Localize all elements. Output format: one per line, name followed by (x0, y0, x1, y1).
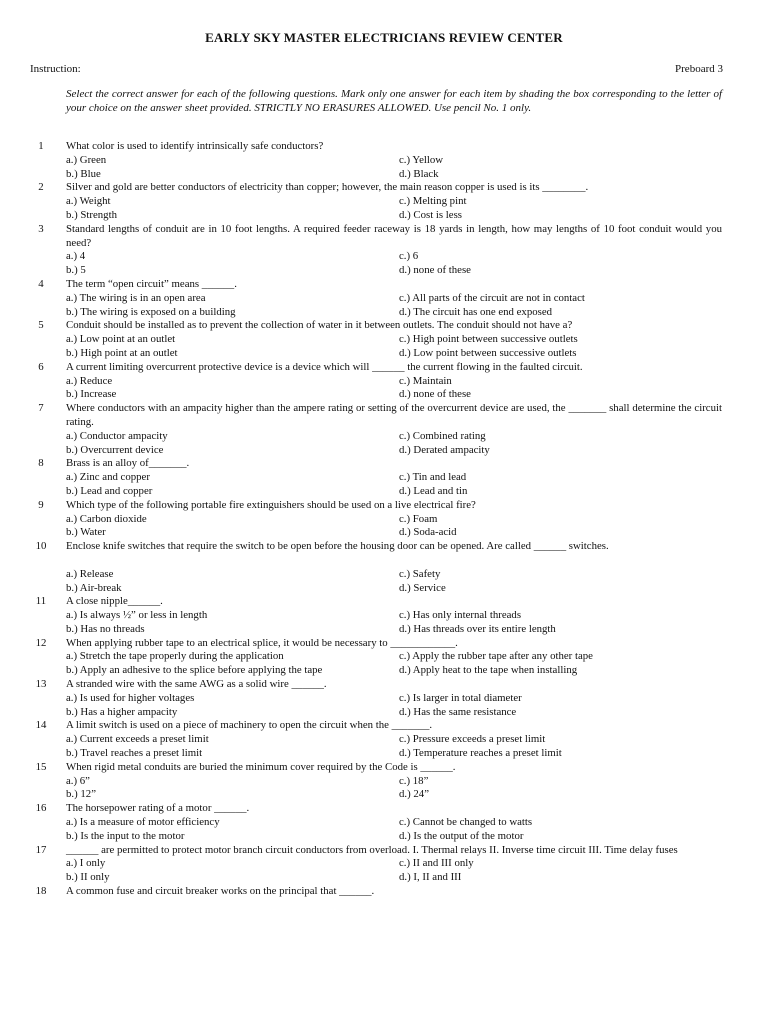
choice-c: c.) Pressure exceeds a preset limit (399, 733, 546, 746)
choice-c: c.) Cannot be changed to watts (399, 816, 533, 829)
choice-c: c.) Safety (399, 567, 441, 580)
answer-choices (0, 733, 768, 761)
choice-b: b.) Overcurrent device (66, 443, 164, 456)
choice-b: b.) Air-break (66, 581, 122, 594)
question-list (0, 140, 768, 899)
question-item (0, 802, 768, 843)
question-item (0, 499, 768, 540)
question-item (0, 885, 768, 899)
choice-a: a.) Weight (66, 195, 111, 208)
choice-a: a.) Is always ½” or less in length (66, 609, 208, 622)
question-stem (0, 223, 768, 251)
question-text: A limit switch is used on a piece of machinery to open the circuit when the _______. (66, 719, 433, 732)
question-stem (0, 361, 768, 375)
question-number: 9 (38, 498, 44, 511)
choice-d: d.) Has the same resistance (399, 705, 517, 718)
choice-c: c.) II and III only (399, 857, 474, 870)
choice-c: c.) Apply the rubber tape after any other tape (399, 650, 593, 663)
question-text: When applying rubber tape to an electrical splice, it would be necessary to ____________. (66, 636, 458, 649)
question-number: 3 (38, 222, 44, 235)
question-number: 12 (35, 636, 47, 649)
answer-choices (0, 195, 768, 223)
answer-choices (0, 375, 768, 403)
question-stem (0, 278, 768, 292)
choice-c: c.) 6 (399, 250, 419, 263)
question-text: ______ are permitted to protect motor branch circuit conductors from overload. I. Thermal relays II. Inverse time circuit III. Time delay fuses (66, 843, 678, 856)
choice-a: a.) The wiring is in an open area (66, 291, 206, 304)
question-text: What color is used to identify intrinsically safe conductors? (66, 140, 324, 152)
choice-a: a.) 4 (66, 250, 86, 263)
answer-choices (0, 154, 768, 182)
choice-b: b.) Has no threads (66, 622, 145, 635)
question-number: 14 (35, 719, 47, 732)
choice-b: b.) The wiring is exposed on a building (66, 305, 236, 318)
answer-choices (0, 333, 768, 361)
question-stem (0, 885, 768, 899)
question-stem (0, 678, 768, 692)
choice-b: b.) High point at an outlet (66, 346, 178, 359)
choice-a: a.) Green (66, 153, 107, 166)
question-item (0, 278, 768, 319)
question-text: The horsepower rating of a motor ______. (66, 802, 250, 815)
question-text: When rigid metal conduits are buried the minimum cover required by the Code is ______. (66, 760, 456, 773)
question-stem (0, 319, 768, 333)
answer-choices (0, 568, 768, 596)
question-number: 16 (35, 802, 47, 815)
answer-choices (0, 650, 768, 678)
choice-a: a.) Zinc and copper (66, 471, 150, 484)
choice-c: c.) All parts of the circuit are not in contact (399, 291, 585, 304)
choice-c: c.) Combined rating (399, 429, 486, 442)
question-number: 11 (35, 595, 47, 608)
question-item (0, 223, 768, 278)
choice-d: d.) Is the output of the motor (399, 829, 524, 842)
choice-d: d.) Cost is less (399, 208, 462, 221)
instruction-label: Instruction: (30, 63, 81, 75)
answer-choices (0, 513, 768, 541)
question-number: 18 (35, 885, 47, 898)
question-number: 10 (35, 540, 47, 553)
question-item (0, 402, 768, 457)
choice-b: b.) Has a higher ampacity (66, 705, 178, 718)
choice-c: c.) Melting pint (399, 195, 467, 208)
choice-d: d.) Black (399, 167, 439, 180)
choice-d: d.) Service (399, 581, 446, 594)
choice-b: b.) 5 (66, 264, 86, 277)
answer-choices (0, 609, 768, 637)
choice-a: a.) Reduce (66, 374, 113, 387)
choice-a: a.) Stretch the tape properly during the application (66, 650, 284, 663)
choice-b: b.) Travel reaches a preset limit (66, 747, 203, 760)
answer-choices (0, 816, 768, 844)
question-number: 15 (35, 760, 47, 773)
question-item (0, 761, 768, 802)
choice-c: c.) Foam (399, 512, 438, 525)
question-stem (0, 140, 768, 154)
choice-d: d.) Apply heat to the tape when installing (399, 664, 578, 677)
question-number: 17 (35, 843, 47, 856)
choice-c: c.) High point between successive outlets (399, 333, 578, 346)
instructions-text: Select the correct answer for each of the following questions. Mark only one answer for each item by shading the box corresponding to the letter of your choice on the answer sheet provided. STRICTLY NO ERASURES ALLOWED. Use pencil No. 1 only. (66, 88, 722, 114)
choice-d: d.) Temperature reaches a preset limit (399, 747, 562, 760)
choice-d: d.) 24” (399, 788, 429, 801)
question-number: 8 (38, 457, 44, 470)
question-item (0, 719, 768, 760)
choice-b: b.) 12” (66, 788, 96, 801)
question-number: 6 (38, 360, 44, 373)
answer-choices (0, 471, 768, 499)
question-item (0, 678, 768, 719)
choice-d: d.) Soda-acid (399, 526, 457, 539)
choice-c: c.) Tin and lead (399, 471, 467, 484)
question-text: Conduit should be installed as to prevent the collection of water in it between outlets. The conduit should not have a? (66, 319, 573, 332)
choice-d: d.) The circuit has one end exposed (399, 305, 553, 318)
question-stem (0, 802, 768, 816)
answer-choices (0, 292, 768, 320)
choice-a: a.) Is a measure of motor efficiency (66, 816, 220, 829)
choice-a: a.) Low point at an outlet (66, 333, 176, 346)
question-number: 13 (35, 678, 47, 691)
choice-a: a.) Is used for higher voltages (66, 691, 195, 704)
choice-b: b.) Blue (66, 167, 101, 180)
choice-b: b.) Apply an adhesive to the splice before applying the tape (66, 664, 323, 677)
question-stem (0, 761, 768, 775)
question-number: 1 (38, 140, 44, 152)
answer-choices (0, 430, 768, 458)
choice-d: d.) Lead and tin (399, 484, 468, 497)
question-item (0, 457, 768, 498)
choice-b: b.) Lead and copper (66, 484, 153, 497)
question-text: Brass is an alloy of_______. (66, 457, 190, 470)
question-text: Where conductors with an ampacity higher than the ampere rating or setting of the overcurrent device are used, the _______ shall determine the circuit rating. (66, 402, 722, 428)
choice-a: a.) Carbon dioxide (66, 512, 147, 525)
question-number: 5 (38, 319, 44, 332)
question-item (0, 595, 768, 636)
answer-choices (0, 857, 768, 885)
choice-d: d.) I, II and III (399, 871, 462, 884)
question-text: A common fuse and circuit breaker works on the principal that ______. (66, 885, 375, 898)
answer-choices (0, 692, 768, 720)
question-stem (0, 457, 768, 471)
question-text: A current limiting overcurrent protective device is a device which will ______ the current flowing in the faulted circuit. (66, 360, 583, 373)
question-stem (0, 637, 768, 651)
choice-a: a.) Current exceeds a preset limit (66, 733, 209, 746)
choice-b: b.) II only (66, 871, 110, 884)
choice-b: b.) Is the input to the motor (66, 829, 185, 842)
question-item (0, 637, 768, 678)
question-item (0, 181, 768, 222)
choice-c: c.) Is larger in total diameter (399, 691, 522, 704)
question-stem (0, 402, 768, 430)
choice-b: b.) Water (66, 526, 106, 539)
question-stem (0, 540, 768, 554)
question-item (0, 844, 768, 885)
question-text: Which type of the following portable fire extinguishers should be used on a live electrical fire? (66, 498, 476, 511)
question-text: A close nipple______. (66, 595, 163, 608)
question-number: 4 (38, 277, 44, 290)
answer-choices (0, 775, 768, 803)
choice-a: a.) Conductor ampacity (66, 429, 168, 442)
choice-c: c.) Maintain (399, 374, 452, 387)
question-stem (0, 719, 768, 733)
question-text: Standard lengths of conduit are in 10 foot lengths. A required feeder raceway is 18 yards in length, how may lengths of 10 foot conduit would you need? (66, 222, 722, 249)
choice-c: c.) 18” (399, 774, 429, 787)
choice-a: a.) 6” (66, 774, 90, 787)
answer-choices (0, 250, 768, 278)
question-stem (0, 595, 768, 609)
question-stem (0, 181, 768, 195)
question-item (0, 319, 768, 360)
question-item (0, 361, 768, 402)
choice-d: d.) Has threads over its entire length (399, 622, 556, 635)
exam-label: Preboard 3 (675, 63, 723, 75)
choice-a: a.) Release (66, 567, 114, 580)
choice-d: d.) none of these (399, 264, 471, 277)
choice-b: b.) Strength (66, 208, 117, 221)
question-text: The term “open circuit” means ______. (66, 277, 237, 290)
question-item (0, 540, 768, 595)
choice-d: d.) Low point between successive outlets (399, 346, 577, 359)
question-item (0, 140, 768, 181)
choice-a: a.) I only (66, 857, 106, 870)
choice-d: d.) Derated ampacity (399, 443, 490, 456)
choice-b: b.) Increase (66, 388, 117, 401)
question-number: 7 (38, 402, 44, 415)
question-stem (0, 844, 768, 858)
page-title: EARLY SKY MASTER ELECTRICIANS REVIEW CENTER (205, 30, 563, 45)
choice-c: c.) Has only internal threads (399, 609, 522, 622)
choice-d: d.) none of these (399, 388, 471, 401)
spacer (0, 554, 768, 568)
question-stem (0, 499, 768, 513)
question-number: 2 (38, 181, 44, 194)
question-text: Silver and gold are better conductors of electricity than copper; however, the main reason copper is used is its ________. (66, 181, 589, 194)
choice-c: c.) Yellow (399, 153, 444, 166)
question-text: A stranded wire with the same AWG as a solid wire ______. (66, 678, 327, 691)
question-text: Enclose knife switches that require the switch to be open before the housing door can be opened. Are called ______ switches. (66, 540, 609, 553)
